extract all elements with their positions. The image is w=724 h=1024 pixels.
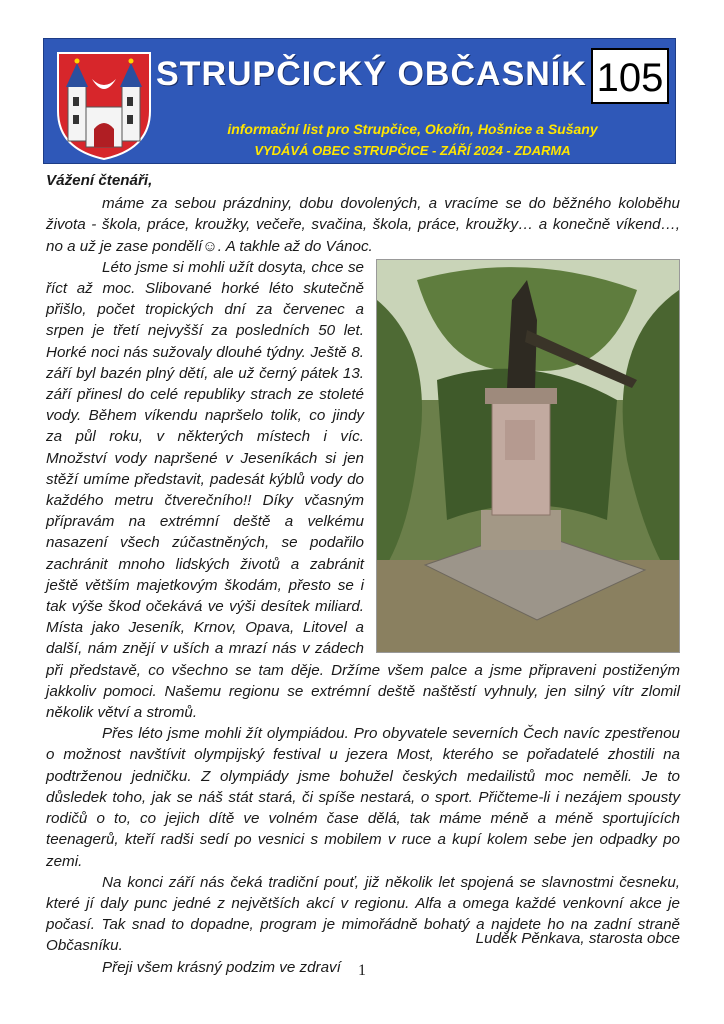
issue-number: 105: [591, 48, 669, 104]
greeting: Vážení čtenáři,: [46, 172, 153, 189]
article-body: [46, 170, 680, 978]
page-number: 1: [358, 962, 366, 979]
masthead: [43, 38, 676, 164]
paragraph-olympics: Přes léto jsme mohli žít olympiádou. Pro obyvatele severních Čech navíc zpestřenou o možnost navštívit olympijský festival u jezera Most, kterého se pořadatelé zhostili na podtrženou jedničku. Z olympiády jsme bohužel českých medailistů moc neměli. Je to důsledek toho, jak se náš stát stará, či spíše nestará, o sport. Přičteme-li i nezájem spousty rodičů o to, co jejich dítě ve volném čase dělá, tak máme méně a méně sportujících teenagerů, kteří radši sedí po vesnici s mobilem v ruce a kupí kolem sebe jen odpadky po zemi.: [46, 725, 680, 870]
paragraph-fair: Na konci září nás čeká tradiční pouť, již několik let spojená se slavnostmi česneku, které jí daly punc jedné z největších akcí v regionu. Alfa a omega každé venkovní akce je počasí. Tak snad to dopadne, program je mimořádně bohatý a najdete ho na zadní straně Občasníku.: [46, 873, 680, 955]
publisher-line: VYDÁVÁ OBEC STRUPČICE - ZÁŘÍ 2024 - ZDARMA: [254, 143, 571, 158]
village-coat-of-arms-icon: [54, 49, 154, 161]
monument-photo: [376, 259, 680, 653]
paragraph-intro: máme za sebou prázdniny, dobu dovolených, a vracíme se do běžného koloběhu života - škola, práce, kroužky, večeře, svačina, škola, práce, kroužky… a konečně víkend…, no a už je zase pondělí☺. A takhle až do Vánoc.: [46, 195, 680, 255]
signature: Luděk Pěnkava, starosta obce: [475, 930, 680, 947]
paragraph-summer: Léto jsme si mohli užít dosyta, chce se říct až moc. Slibované horké léto skutečně přišlo, počet tropických dní za červenec a srpen je třetí nejvyšší za posledních 50 let. Horké noci nás sužovaly dlouhé týdny. Ještě 8. září byl bazén plný dětí, ale už černý pátek 13. září přinesl do celé republiky strach ze stoleté vody. Během víkendu napršelo tolik, co jindy za půl roku, v některých místech i víc. Množství vody napršené v Jeseníkách si jen stěží umíme představit, padesát kýblů vody do každého metru čtverečního!! Díky včasným přípravám na extrémní deště a velkému nasazení všech zúčastněných, se podařilo zachránit mnoho lidských životů a zabránit ještě větším majetkovým škodám, přesto se i tak výše škod očekává ve výši desítek miliard. Místa jako Jeseník, Krnov, Opava, Litovel a další, nám znějí v uších a mrazí nás v zádech při představě, co všechno se tam děje. Držíme všem palce a jsme připraveni postiženým jakkoliv pomoci. Našemu regionu se extrémní deště naštěstí vyhnuly, jen silný vítr zlomil několik větví a stromů.: [46, 258, 680, 722]
paragraph-closing: Přeji všem krásný podzim ve zdraví: [102, 958, 341, 976]
newsletter-title: STRUPČICKÝ OBČASNÍK: [156, 55, 587, 93]
newsletter-subtitle: informační list pro Strupčice, Okořín, Hošnice a Sušany: [227, 121, 598, 137]
